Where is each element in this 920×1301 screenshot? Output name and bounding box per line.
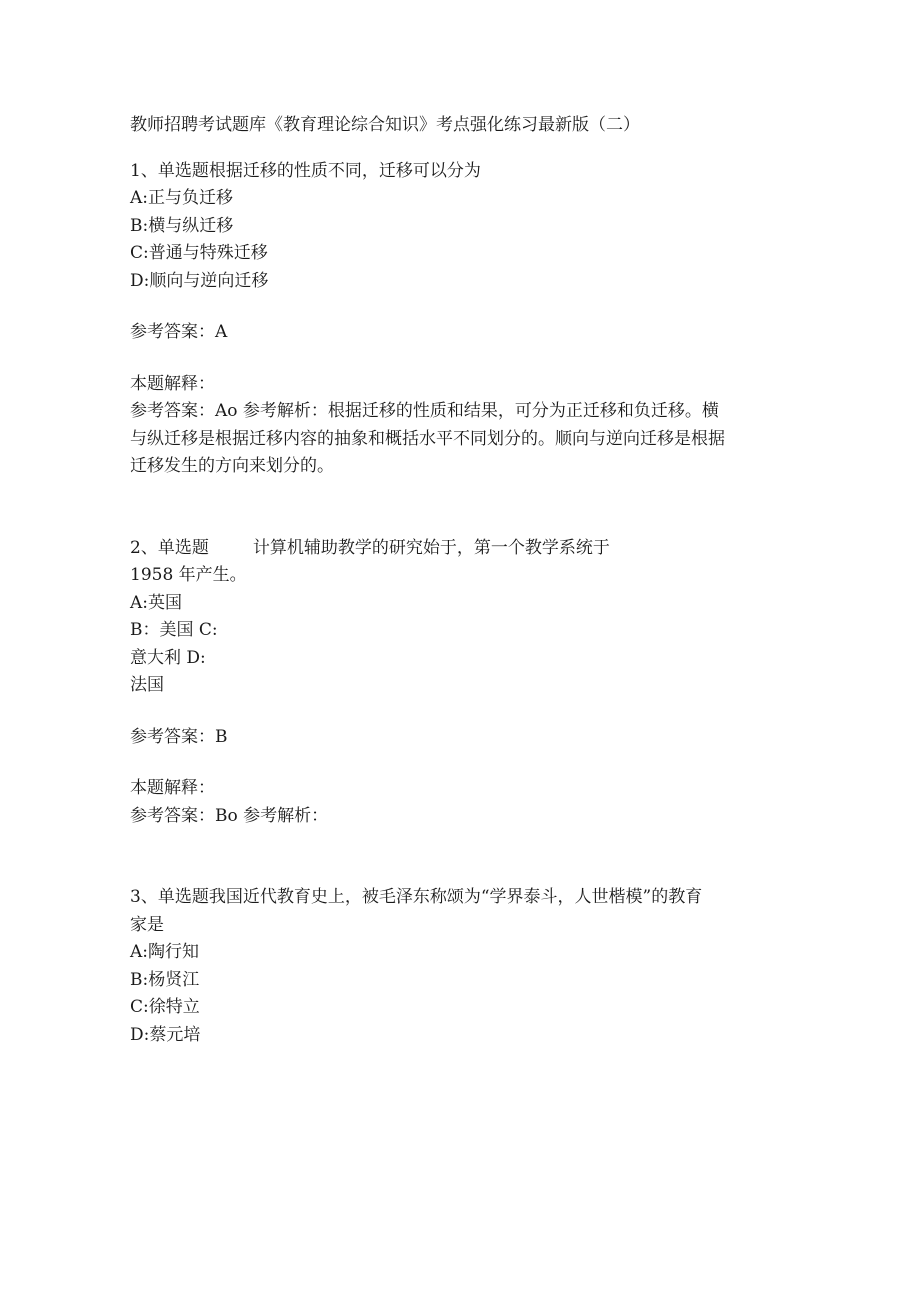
question-1 (130, 158, 790, 481)
question-2-explanation-line: 参考答案：Bo 参考解析： (130, 805, 329, 826)
question-1-stem: 1、单选题根据迁移的性质不同，迁移可以分为 (130, 160, 481, 181)
question-3 (130, 884, 790, 1049)
question-3-stem-line: 3、单选题我国近代教育史上，被毛泽东称颂为“学界泰斗，人世楷模”的教育 (130, 887, 703, 907)
question-1-option-b: B:横与纵迁移 (130, 215, 234, 236)
question-3-option-d: D:蔡元培 (130, 1024, 201, 1045)
question-3-option-b: B:杨贤江 (130, 969, 200, 990)
question-3-stem-line: 家是 (130, 914, 164, 935)
document-page (130, 112, 790, 1049)
question-1-option-d: D:顺向与逆向迁移 (130, 270, 269, 291)
question-1-explanation-line: 迁移发生的方向来划分的。 (130, 456, 334, 476)
question-2-option-line: 意大利 D: (130, 647, 206, 668)
question-1-explanation-line: 与纵迁移是根据迁移内容的抽象和概括水平不同划分的。顺向与逆向迁移是根据 (130, 428, 725, 449)
question-3-option-c: C:徐特立 (130, 997, 200, 1017)
question-2-option-line: 法国 (130, 675, 164, 695)
question-2-option-line: B：美国 C: (130, 620, 218, 640)
question-1-option-a: A:正与负迁移 (130, 188, 234, 208)
question-divider-space (130, 830, 790, 884)
question-1-option-c: C:普通与特殊迁移 (130, 243, 268, 263)
question-2-stem-main: 计算机辅助教学的研究始于，第一个教学系统于 (252, 537, 610, 558)
question-2-stem (130, 535, 790, 563)
question-2 (130, 535, 790, 831)
question-1-explanation-title: 本题解释： (130, 373, 215, 394)
question-2-answer: 参考答案：B (130, 726, 228, 747)
question-2-stem-line-2: 1958 年产生。 (130, 565, 247, 585)
question-2-stem-prefix: 2、单选题 (130, 537, 209, 558)
question-2-explanation-title: 本题解释： (130, 778, 215, 798)
question-1-answer: 参考答案：A (130, 322, 228, 342)
question-2-option-line: A:英国 (130, 592, 183, 613)
document-title: 教师招聘考试题库《教育理论综合知识》考点强化练习最新版（二） (130, 115, 640, 135)
question-3-option-a: A:陶行知 (130, 942, 200, 962)
question-divider-space (130, 481, 790, 535)
question-1-explanation-line: 参考答案：Ao 参考解析：根据迁移的性质和结果，可分为正迁移和负迁移。横 (130, 401, 719, 421)
